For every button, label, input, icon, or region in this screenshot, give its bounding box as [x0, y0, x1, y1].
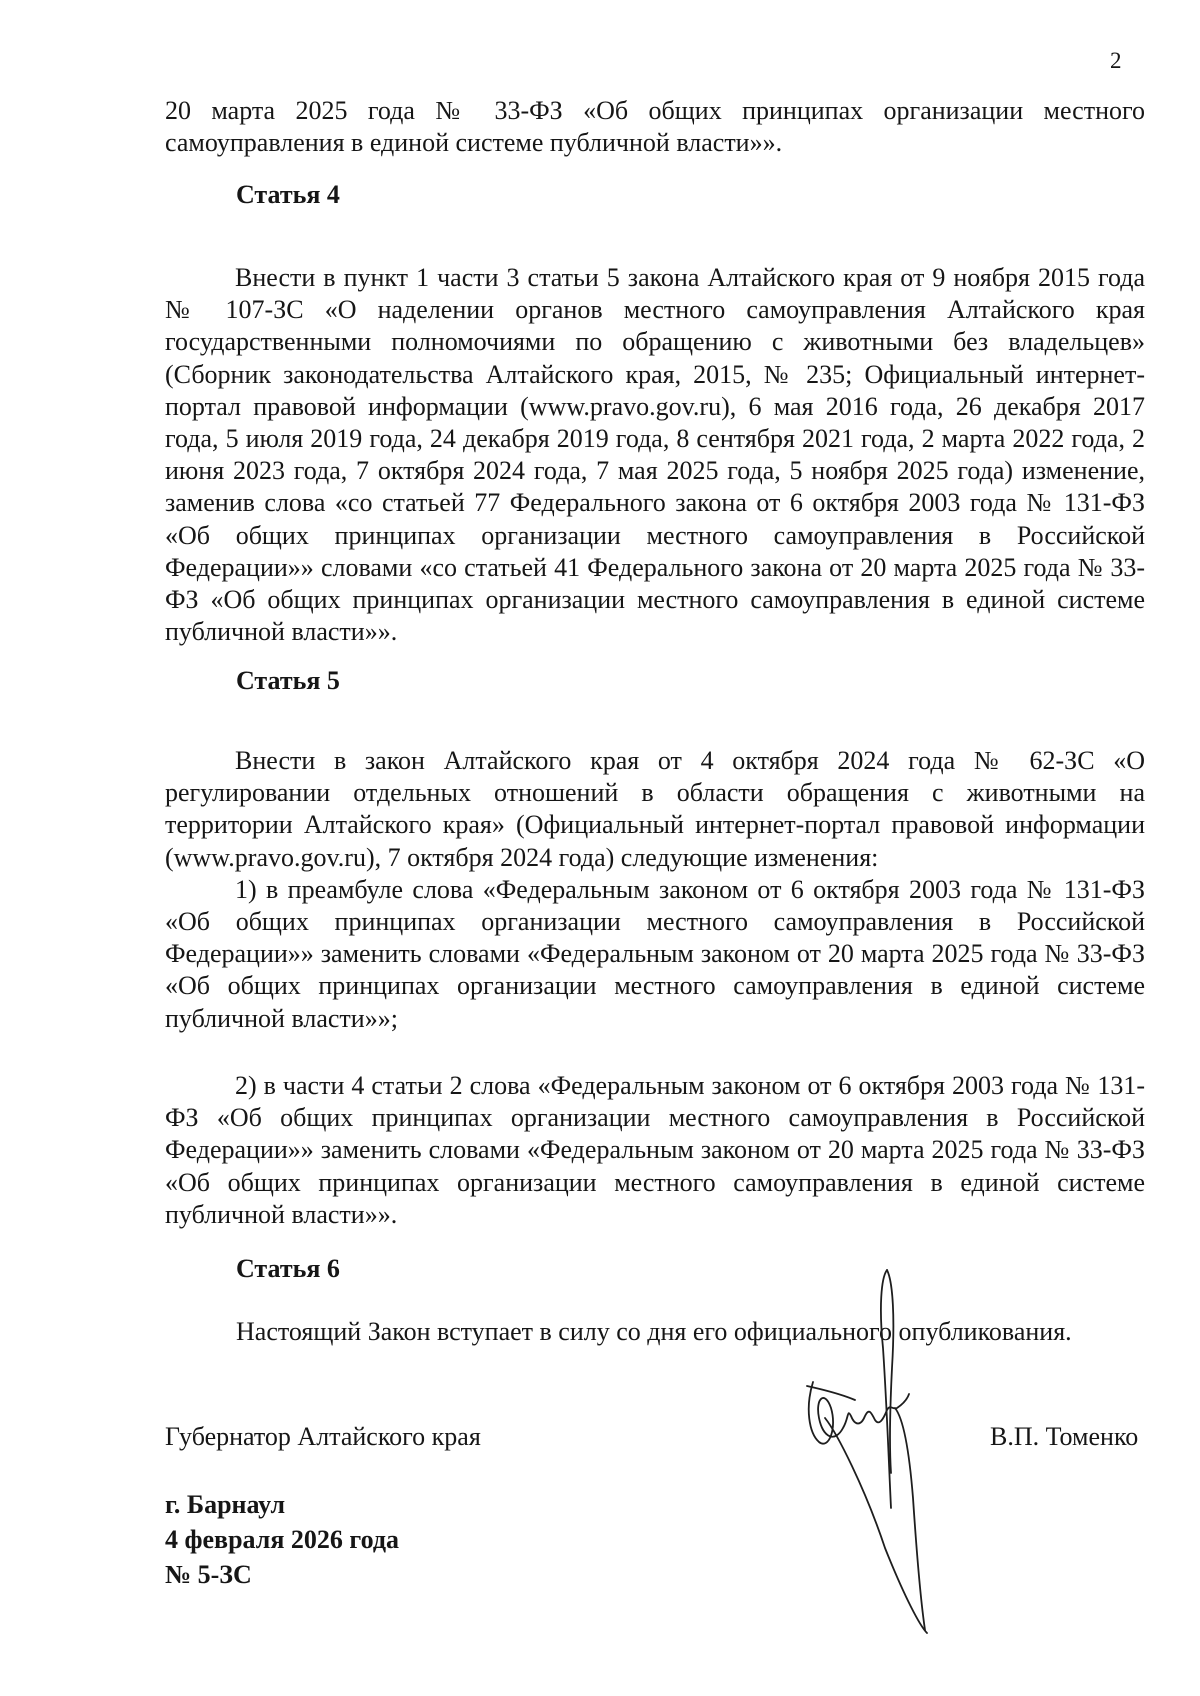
article-6-heading: Статья 6: [236, 1254, 340, 1283]
article-4-body: [165, 262, 1145, 648]
article-5-item-2: 2) в части 4 статьи 2 слова «Федеральным законом от 6 октября 2003 года № 131-ФЗ «Об общих принципах организации местного самоуправления в Российской Федерации»» заменить словами «Федеральным законом от 20 марта 2025 года № 33-ФЗ «Об общих принципах организации местного самоуправления в единой системе публичной власти»».: [165, 1071, 1145, 1229]
article-5-item-2-block: [165, 1070, 1145, 1231]
article-5-heading: Статья 5: [236, 666, 340, 695]
page-number: 2: [1110, 48, 1122, 73]
article-5-intro-block: [165, 745, 1145, 1035]
governor-name: В.П. Томенко: [990, 1422, 1139, 1451]
article-6-text: Настоящий Закон вступает в силу со дня его официального опубликования.: [236, 1317, 1072, 1346]
intro-paragraph: 20 марта 2025 года № 33-ФЗ «Об общих принципах организации местного самоуправления в единой системе публичной власти»».: [165, 96, 1145, 158]
footer-city: г. Барнаул: [165, 1490, 286, 1519]
article-4-paragraph: Внести в пункт 1 части 3 статьи 5 закона Алтайского края от 9 ноября 2015 года № 107-ЗС «О наделении органов местного самоуправления Алтайского края государственными полномочиями по обращению с животными без владельцев» (Сборник законодательства Алтайского края, 2015, № 235; Официальный интернет-портал правовой информации (www.pravo.gov.ru), 6 мая 2016 года, 26 декабря 2017 года, 5 июля 2019 года, 24 декабря 2019 года, 8 сентября 2021 года, 2 марта 2022 года, 2 июня 2023 года, 7 октября 2024 года, 7 мая 2025 года, 5 ноября 2025 года) изменение, заменив слова «со статьей 77 Федерального закона от 6 октября 2003 года № 131-ФЗ «Об общих принципах организации местного самоуправления в Российской Федерации»» словами «со статьей 41 Федерального закона от 20 марта 2025 года № 33-ФЗ «Об общих принципах организации местного самоуправления в единой системе публичной власти»».: [165, 263, 1145, 647]
article-4-heading: Статья 4: [236, 180, 340, 209]
footer-date: 4 февраля 2026 года: [165, 1525, 399, 1554]
footer-number: № 5-ЗС: [165, 1560, 252, 1589]
governor-title: Губернатор Алтайского края: [165, 1422, 481, 1451]
intro-paragraph-block: [165, 95, 1145, 159]
article-5-item-1: 1) в преамбуле слова «Федеральным законом от 6 октября 2003 года № 131-ФЗ «Об общих принципах организации местного самоуправления в Российской Федерации»» заменить словами «Федеральным законом от 20 марта 2025 года № 33-ФЗ «Об общих принципах организации местного самоуправления в единой системе публичной власти»»;: [165, 874, 1145, 1033]
handwritten-signature-icon: [795, 1258, 995, 1638]
article-5-intro: Внести в закон Алтайского края от 4 октября 2024 года № 62-ЗС «О регулировании отдельных отношений в области обращения с животными на территории Алтайского края» (Официальный интернет-портал правовой информации (www.pravo.gov.ru), 7 октября 2024 года) следующие изменения:: [165, 746, 1145, 872]
